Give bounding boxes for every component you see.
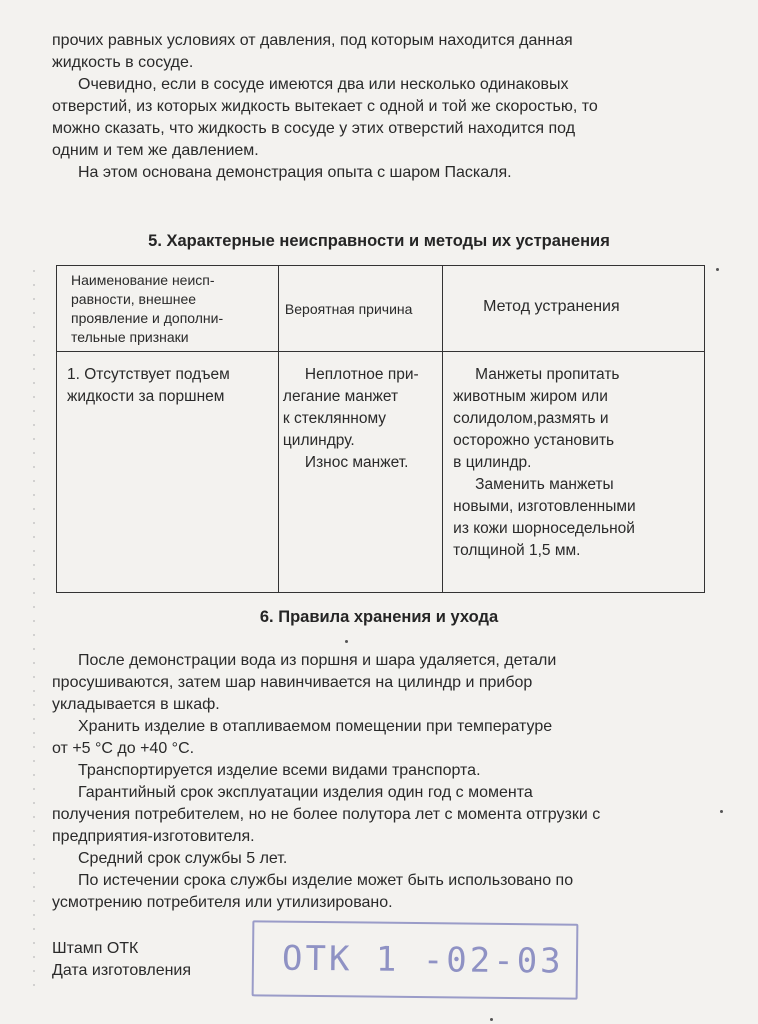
text-line: По истечении срока службы изделие может быть использовано по [78,872,574,889]
text-line: можно сказать, что жидкость в сосуде у этих отверстий находится под [52,120,576,137]
section-5-title: 5. Характерные неисправности и методы их устранения [148,232,610,250]
text-line: усмотрению потребителя или утилизировано. [52,894,393,911]
text-line: толщиной 1,5 мм. [453,542,581,559]
header-fix-method: Метод устранения [443,266,705,352]
row-fault-name [57,352,279,593]
text-line: Очевидно, если в сосуде имеются два или несколько одинаковых [78,76,569,93]
text-line: укладывается в шкаф. [52,696,220,713]
text-line: проявление и дополни- [71,310,224,326]
table-header-row [57,266,705,352]
scan-speck [720,810,723,813]
text-line: цилиндру. [282,432,355,449]
text-line: получения потребителем, но не более полутора лет с момента отгрузки с [52,806,601,823]
stamp-text: ОТК 1 -02-03 [281,938,564,982]
row-probable-cause [278,352,442,593]
storage-paragraph-2 [52,716,710,760]
text-line: осторожно установить [453,432,615,449]
text-line: Хранить изделие в отапливаемом помещении при температуре [78,718,553,735]
disposal-paragraph [52,870,710,914]
text-line: предприятия-изготовителя. [52,828,255,845]
text-line: отверстий, из которых жидкость вытекает с одной и той же скоростью, то [52,98,598,115]
faults-table [56,265,705,593]
intro-paragraph-1 [52,30,710,74]
intro-paragraph-2 [52,74,710,162]
text-line: к стеклянному [282,410,387,427]
text-line: одним и тем же давлением. [52,142,259,159]
text-line: просушиваются, затем шар навинчивается на цилиндр и прибор [52,674,533,691]
text-line: в цилиндр. [453,454,532,471]
text-line: легание манжет [282,388,399,405]
text-line: животным жиром или [453,388,608,405]
header-probable-cause: Вероятная причина [278,266,442,352]
text-line: жидкости за поршнем [67,388,225,405]
text-line: новыми, изготовленными [453,498,636,515]
text-line: равности, внешнее [71,291,197,307]
text-line: от +5 °С до +40 °С. [52,740,195,757]
text-line: Манжеты пропитать [475,366,620,383]
section-6-title: 6. Правила хранения и ухода [259,608,499,626]
scan-speck [345,640,348,643]
warranty-paragraph [52,782,710,848]
storage-paragraph-1 [52,650,710,716]
text-line: 1. Отсутствует подъем [67,366,230,383]
text-line: После демонстрации вода из поршня и шара удаляется, детали [78,652,557,669]
text-line: Наименование неисп- [71,272,215,288]
scan-speck [716,268,719,271]
text-line: прочих равных условиях от давления, под которым находится данная [52,32,573,49]
date-label: Дата изготовления [52,962,192,979]
text-line: Гарантийный срок эксплуатации изделия один год с момента [78,784,533,801]
text-line: из кожи шорноседельной [453,520,635,537]
row-fix-method [443,352,705,593]
intro-paragraph-3: На этом основана демонстрация опыта с шаром Паскаля. [78,164,512,181]
header-fault-name [57,266,279,352]
text-line: солидолом,размять и [453,410,609,427]
storage-paragraph-3: Транспортируется изделие всеми видами транспорта. [78,762,481,779]
stamp-label: Штамп ОТК [52,940,139,957]
text-line: Износ манжет. [304,454,409,471]
margin-hole-marks [33,270,35,990]
text-line: Заменить манжеты [475,476,614,493]
service-life-paragraph: Средний срок службы 5 лет. [78,850,288,867]
scan-speck [490,1018,493,1021]
table-row [57,352,705,593]
text-line: Неплотное при- [304,366,419,383]
text-line: тельные признаки [71,329,189,345]
text-line: жидкость в сосуде. [52,54,194,71]
qc-stamp [252,920,579,999]
